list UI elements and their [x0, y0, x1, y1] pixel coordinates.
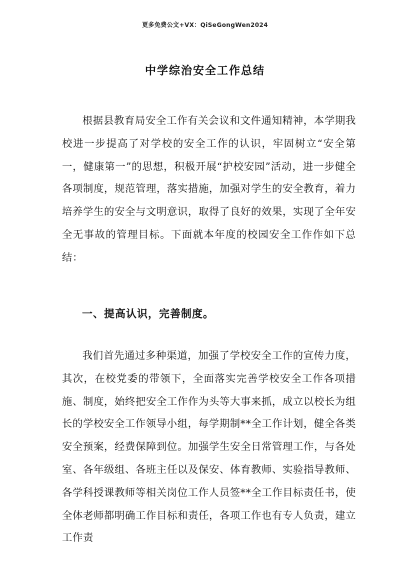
section-1-paragraph: 我们首先通过多种渠道，加强了学校安全工作的宣传力度，其次，在校党委的带领下，全面落实完善学校安全工作各项措施、制度，始终把安全工作作为头等大事来抓，成立以校长为组长的学校安全工作领导小组，每学期制**全工作计划，健全各类安全预案，经费保障到位。加强学生安全日常管理工作，与各处室、各年级组、各班主任以及保安、体育教师、实验指导教师、各学科授课教师等相关岗位工作人员签**全工作目标责任书，使全体老师都明确工作目标和责任，各项工作也有专人负责，建立工作责	[62, 351, 356, 545]
header-note: 更多免费公文+VX：QiSeGongWen2024	[142, 22, 268, 29]
intro-paragraph: 根据县教育局安全工作有关会议和文件通知精神，本学期我校进一步提高了对学校的安全工作的认识，牢固树立“安全第一，健康第一”的思想，积极开展“护校安园”活动，进一步健全各项制度，规范管理，落实措施，加强对学生的安全教育，着力培养学生的安全与文明意识，取得了良好的效果，实现了全年安全无事故的管理目标。下面就本年度的校园安全工作作如下总结：	[62, 116, 356, 264]
section-heading-1: 一、提高认识，完善制度。	[82, 308, 214, 320]
document-title: 中学综治安全工作总结	[145, 64, 265, 77]
